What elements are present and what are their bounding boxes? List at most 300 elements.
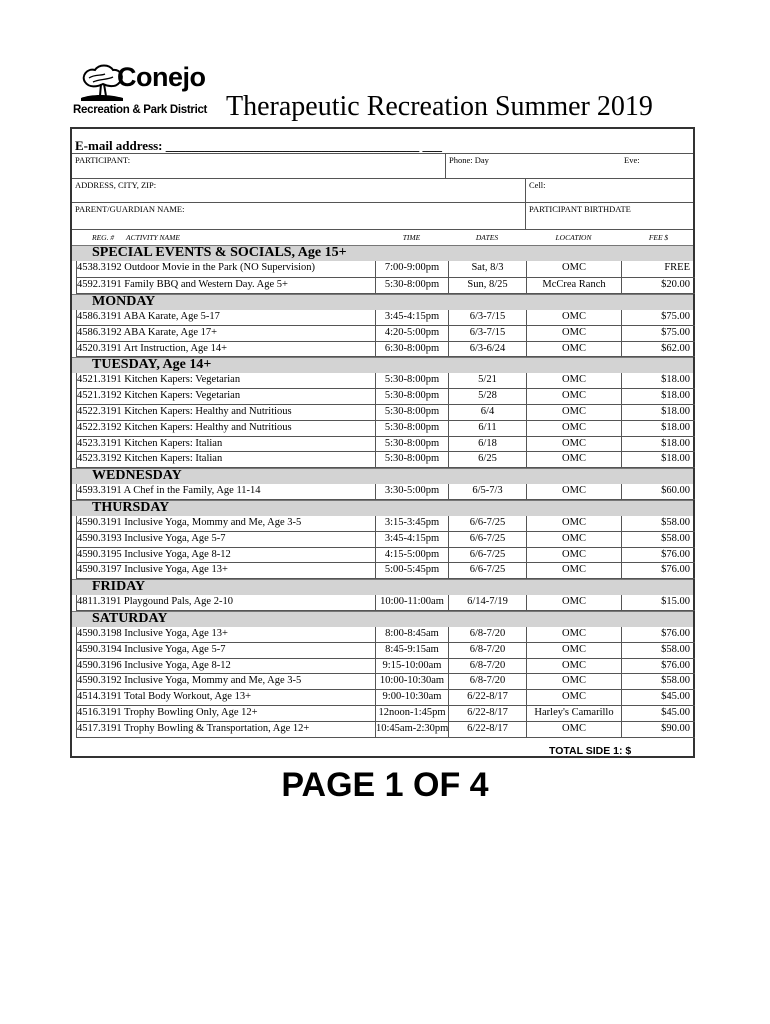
- cell-activity-text: 4522.3191 Kitchen Kapers: Healthy and Nutritious: [77, 406, 292, 417]
- cell-activity-text: 4514.3191 Total Body Workout, Age 13+: [77, 691, 251, 703]
- col-activity: ACTIVITY NAME: [126, 233, 180, 242]
- registration-form: [70, 127, 695, 758]
- cell-location: [526, 261, 621, 278]
- cell-activity: [76, 548, 375, 564]
- cell-time-text: 3:15-3:45pm: [384, 517, 440, 528]
- cell-fee-text: $58.00: [661, 517, 690, 528]
- cell-activity: [76, 722, 375, 738]
- cell-dates: [448, 389, 526, 405]
- cell-fee: [621, 261, 695, 278]
- cell-location: [526, 690, 621, 706]
- cell-time: [375, 452, 448, 468]
- cell-activity-text: 4590.3196 Inclusive Yoga, Age 8-12: [77, 659, 231, 671]
- birthdate-field[interactable]: [526, 202, 696, 229]
- cell-fee-text: $76.00: [661, 564, 690, 576]
- cell-dates: [448, 326, 526, 342]
- cell-fee-text: $58.00: [661, 643, 690, 655]
- cell-fee: [621, 452, 695, 468]
- address-field[interactable]: [72, 178, 525, 202]
- cell-activity-text: 4520.3191 Art Instruction, Age 14+: [77, 342, 227, 354]
- section-header: [72, 245, 693, 261]
- cell-activity: [76, 595, 375, 611]
- cell-dates: [448, 690, 526, 706]
- cell-fee-text: $45.00: [661, 707, 690, 718]
- cell-time: [375, 722, 448, 738]
- logo-brand: Conejo: [117, 62, 206, 92]
- cell-dates: [448, 484, 526, 500]
- cell-activity: [76, 516, 375, 532]
- cell-activity-text: 4516.3191 Trophy Bowling Only, Age 12+: [77, 707, 258, 718]
- col-location: LOCATION: [555, 233, 592, 242]
- cell-activity: [76, 674, 375, 690]
- cell-time: [375, 627, 448, 643]
- cell-dates: [448, 595, 526, 611]
- cell-dates: [448, 310, 526, 326]
- cell-time: [375, 548, 448, 564]
- table-row[interactable]: [72, 484, 693, 500]
- cell-fee-text: $62.00: [661, 342, 690, 354]
- table-row[interactable]: [72, 659, 693, 675]
- cell-time-text: 3:45-4:15pm: [384, 311, 440, 322]
- cell-dates-text: 6/6-7/25: [469, 564, 506, 576]
- participant-field[interactable]: [72, 153, 445, 178]
- table-row[interactable]: [72, 261, 693, 278]
- guardian-label: PARENT/GUARDIAN NAME:: [75, 204, 185, 214]
- table-row[interactable]: [72, 532, 693, 548]
- cell-dates-text: 6/8-7/20: [469, 643, 506, 655]
- cell-dates-text: Sat, 8/3: [471, 262, 504, 273]
- cell-activity: [76, 405, 375, 421]
- cell-fee-text: $18.00: [661, 453, 690, 465]
- cell-activity-text: 4590.3191 Inclusive Yoga, Mommy and Me, Age 3-5: [77, 517, 302, 528]
- cell-time: [375, 690, 448, 706]
- cell-dates-text: 6/22-8/17: [467, 707, 508, 718]
- cell-activity-text: 4522.3192 Kitchen Kapers: Healthy and Nutritious: [77, 421, 292, 433]
- cell-location: [526, 516, 621, 532]
- cell-dates-text: 6/18: [478, 437, 497, 449]
- cell-time: [375, 484, 448, 500]
- cell-location: [526, 437, 621, 453]
- cell-fee-text: $76.00: [661, 659, 690, 671]
- cell-time: [375, 405, 448, 421]
- cell-dates: [448, 405, 526, 421]
- cell-activity: [76, 278, 375, 295]
- cell-time: [375, 310, 448, 326]
- cell-fee-text: $58.00: [661, 532, 690, 544]
- cell-dates: [448, 548, 526, 564]
- table-row[interactable]: [72, 627, 693, 643]
- section-header: [72, 468, 693, 484]
- cell-fee: [621, 627, 695, 643]
- cell-dates: [448, 706, 526, 722]
- cell-fee: [621, 706, 695, 722]
- eve-label: Eve:: [624, 155, 640, 165]
- email-label: E-mail address: _______________________________________ ___: [75, 138, 443, 153]
- cell-activity: [76, 484, 375, 500]
- table-row[interactable]: [72, 674, 693, 690]
- cell-location: [526, 563, 621, 579]
- cell-fee: [621, 484, 695, 500]
- cell-time-text: 5:30-8:00pm: [384, 453, 440, 465]
- cell-fee-text: $76.00: [661, 628, 690, 639]
- cell-location-text: OMC: [562, 406, 586, 417]
- cell-time-text: 6:30-8:00pm: [384, 342, 440, 354]
- cell-time-text: 3:45-4:15pm: [384, 532, 440, 544]
- cell-fee: [621, 690, 695, 706]
- section-header: [72, 611, 693, 627]
- cell-fee-text: $18.00: [661, 390, 690, 402]
- section-title: SPECIAL EVENTS & SOCIALS, Age 15+: [92, 245, 347, 260]
- cell-fee-text: $18.00: [661, 374, 690, 386]
- section-title: WEDNESDAY: [92, 468, 182, 484]
- cell-activity-text: 4592.3191 Family BBQ and Western Day. Age 5+: [77, 278, 288, 290]
- birthdate-label: PARTICIPANT BIRTHDATE: [529, 204, 631, 214]
- cell-location: [526, 342, 621, 358]
- cell-location: [526, 452, 621, 468]
- cell-dates-text: 5/21: [478, 374, 497, 386]
- cell-activity-text: 4538.3192 Outdoor Movie in the Park (NO Supervision): [77, 262, 315, 273]
- cell-location-text: OMC: [562, 722, 586, 734]
- cell-fee: [621, 326, 695, 342]
- cell-time: [375, 674, 448, 690]
- cell-location: [526, 373, 621, 389]
- email-field[interactable]: [72, 129, 693, 154]
- cell-fee-text: $58.00: [661, 675, 690, 687]
- cell-activity: [76, 659, 375, 675]
- table-row[interactable]: [72, 548, 693, 564]
- table-row[interactable]: [72, 563, 693, 579]
- cell-activity-text: 4811.3191 Playgound Pals, Age 2-10: [77, 596, 233, 608]
- cell-activity: [76, 389, 375, 405]
- cell-location-text: OMC: [562, 548, 586, 560]
- participant-label: PARTICIPANT:: [75, 155, 131, 165]
- cell-dates: [448, 627, 526, 643]
- section-title: FRIDAY: [92, 579, 146, 595]
- cell-location: [526, 706, 621, 722]
- cell-location-text: OMC: [562, 517, 586, 528]
- cell-time: [375, 706, 448, 722]
- cell-location-text: OMC: [562, 342, 586, 354]
- cell-location-text: OMC: [562, 691, 586, 703]
- cell-time: [375, 421, 448, 437]
- guardian-field[interactable]: [72, 202, 525, 229]
- cell-time-text: 5:00-5:45pm: [384, 564, 440, 576]
- table-row[interactable]: [72, 421, 693, 437]
- cell-time: [375, 389, 448, 405]
- cell-dates: [448, 261, 526, 278]
- cell-location-text: OMC: [562, 675, 586, 687]
- logo: [73, 62, 223, 122]
- cell-field[interactable]: [526, 178, 696, 202]
- cell-dates-text: 6/14-7/19: [467, 596, 508, 608]
- cell-fee: [621, 342, 695, 358]
- cell-fee: [621, 389, 695, 405]
- cell-dates: [448, 563, 526, 579]
- cell-location: [526, 674, 621, 690]
- cell-fee: [621, 421, 695, 437]
- cell-location-text: OMC: [562, 453, 586, 465]
- cell-fee: [621, 532, 695, 548]
- cell-time-text: 7:00-9:00pm: [384, 262, 440, 273]
- cell-dates-text: 6/4: [480, 406, 495, 417]
- cell-fee-text: $15.00: [661, 596, 690, 608]
- logo-district: Recreation & Park District: [73, 104, 208, 116]
- table-row[interactable]: [72, 595, 693, 611]
- cell-location: [526, 532, 621, 548]
- table-row[interactable]: [72, 690, 693, 706]
- total-label: TOTAL SIDE 1: $: [549, 745, 632, 757]
- page-title: Therapeutic Recreation Summer 2019: [226, 91, 653, 122]
- phone-day-label: Phone: Day: [449, 155, 489, 165]
- col-time: TIME: [402, 233, 421, 242]
- cell-activity: [76, 326, 375, 342]
- cell-activity: [76, 310, 375, 326]
- cell-fee: [621, 278, 695, 295]
- cell-time: [375, 342, 448, 358]
- phone-eve-field[interactable]: [621, 153, 696, 178]
- cell-location: [526, 659, 621, 675]
- cell-location-text: OMC: [562, 390, 586, 402]
- section-header: [72, 357, 693, 373]
- table-row[interactable]: [72, 373, 693, 389]
- cell-time-text: 10:45am-2:30pm: [376, 722, 448, 734]
- cell-activity-text: 4586.3192 ABA Karate, Age 17+: [77, 326, 218, 338]
- cell-activity: [76, 373, 375, 389]
- cell-location: [526, 627, 621, 643]
- cell-dates-text: Sun, 8/25: [467, 278, 508, 290]
- cell-dates: [448, 659, 526, 675]
- cell-time: [375, 437, 448, 453]
- cell-fee: [621, 643, 695, 659]
- section-title: TUESDAY, Age 14+: [92, 357, 212, 373]
- cell-time-text: 10:00-10:30am: [379, 675, 445, 687]
- cell-activity-text: 4521.3191 Kitchen Kapers: Vegetarian: [77, 374, 241, 386]
- cell-time-text: 10:00-11:00am: [380, 596, 444, 608]
- col-reg: REG. #: [92, 233, 115, 242]
- section-header: [72, 294, 693, 310]
- cell-dates-text: 5/28: [478, 390, 497, 402]
- cell-activity-text: 4523.3191 Kitchen Kapers: Italian: [77, 437, 223, 449]
- cell-location: [526, 722, 621, 738]
- page-number: PAGE 1 OF 4: [281, 766, 489, 804]
- cell-activity-text: 4590.3195 Inclusive Yoga, Age 8-12: [77, 548, 231, 560]
- cell-dates-text: 6/11: [478, 421, 497, 433]
- cell-time-text: 3:30-5:00pm: [384, 485, 440, 497]
- phone-day-field[interactable]: [446, 153, 621, 178]
- cell-location-text: OMC: [562, 659, 586, 671]
- cell-location: [526, 326, 621, 342]
- col-fee: FEE $: [648, 233, 669, 242]
- cell-activity-text: 4593.3191 A Chef in the Family, Age 11-14: [77, 485, 261, 497]
- cell-activity-text: 4590.3197 Inclusive Yoga, Age 13+: [77, 564, 228, 576]
- cell-location-text: OMC: [562, 262, 586, 273]
- cell-activity: [76, 532, 375, 548]
- section-header: [72, 579, 693, 595]
- cell-activity: [76, 437, 375, 453]
- cell-dates: [448, 437, 526, 453]
- cell-time: [375, 278, 448, 295]
- cell-time-text: 5:30-8:00pm: [384, 406, 440, 417]
- table-row[interactable]: [72, 310, 693, 326]
- address-row: [72, 178, 693, 203]
- cell-dates-text: 6/3-6/24: [469, 342, 506, 354]
- guardian-row: [72, 202, 693, 230]
- cell-location-text: OMC: [562, 485, 586, 497]
- cell-fee-text: $18.00: [661, 437, 690, 449]
- cell-location: [526, 643, 621, 659]
- cell-fee: [621, 310, 695, 326]
- cell-fee-text: $75.00: [661, 311, 690, 322]
- cell-activity: [76, 706, 375, 722]
- cell-dates: [448, 373, 526, 389]
- cell-activity: [76, 452, 375, 468]
- column-header-row: [72, 229, 693, 246]
- participant-row: [72, 153, 693, 179]
- cell-dates-text: 6/6-7/25: [469, 548, 506, 560]
- cell-location-text: OMC: [562, 643, 586, 655]
- cell-time-text: 4:15-5:00pm: [384, 548, 440, 560]
- cell-location: [526, 405, 621, 421]
- cell-dates: [448, 342, 526, 358]
- cell-time: [375, 373, 448, 389]
- cell-time-text: 5:30-8:00pm: [384, 390, 440, 402]
- cell-location-text: OMC: [562, 564, 586, 576]
- cell-time-text: 9:00-10:30am: [382, 691, 442, 703]
- cell-time: [375, 643, 448, 659]
- cell-location: [526, 389, 621, 405]
- cell-dates-text: 6/6-7/25: [469, 517, 506, 528]
- table-row[interactable]: [72, 643, 693, 659]
- cell-time-text: 8:00-8:45am: [385, 628, 439, 639]
- table-row[interactable]: [72, 405, 693, 421]
- cell-time-text: 12noon-1:45pm: [378, 707, 446, 718]
- cell-activity: [76, 421, 375, 437]
- cell-fee: [621, 595, 695, 611]
- cell-fee-text: $76.00: [661, 548, 690, 560]
- table-row[interactable]: [72, 722, 693, 738]
- table-row[interactable]: [72, 342, 693, 358]
- cell-fee: [621, 659, 695, 675]
- col-dates: DATES: [475, 233, 499, 242]
- cell-dates-text: 6/3-7/15: [469, 311, 506, 322]
- table-row[interactable]: [72, 437, 693, 453]
- cell-fee: [621, 405, 695, 421]
- cell-time: [375, 516, 448, 532]
- cell-time-text: 5:30-8:00pm: [384, 421, 440, 433]
- cell-dates-text: 6/8-7/20: [469, 675, 506, 687]
- cell-location-text: OMC: [562, 311, 586, 322]
- cell-time: [375, 563, 448, 579]
- cell-location-text: OMC: [562, 532, 586, 544]
- section-title: MONDAY: [92, 294, 156, 309]
- cell-fee: [621, 437, 695, 453]
- cell-dates-text: 6/8-7/20: [469, 659, 506, 671]
- cell-time-text: 8:45-9:15am: [385, 643, 439, 655]
- cell-dates-text: 6/6-7/25: [469, 532, 506, 544]
- cell-dates-text: 6/3-7/15: [469, 326, 506, 338]
- cell-location: [526, 484, 621, 500]
- cell-dates-text: 6/25: [478, 453, 497, 465]
- cell-dates: [448, 278, 526, 295]
- cell-fee: [621, 548, 695, 564]
- cell-dates: [448, 421, 526, 437]
- cell-activity-text: 4521.3192 Kitchen Kapers: Vegetarian: [77, 390, 241, 402]
- cell-dates: [448, 722, 526, 738]
- cell-time: [375, 326, 448, 342]
- cell-location-text: OMC: [562, 374, 586, 386]
- cell-activity-text: 4590.3194 Inclusive Yoga, Age 5-7: [77, 643, 226, 655]
- table-row[interactable]: [72, 278, 693, 295]
- table-row[interactable]: [72, 389, 693, 405]
- cell-fee-text: $75.00: [661, 326, 690, 338]
- section-title: SATURDAY: [92, 611, 168, 626]
- table-row[interactable]: [72, 516, 693, 532]
- cell-fee-text: $20.00: [661, 278, 690, 290]
- table-row[interactable]: [72, 706, 693, 722]
- cell-time-text: 5:30-8:00pm: [384, 374, 440, 386]
- cell-fee: [621, 563, 695, 579]
- table-row[interactable]: [72, 452, 693, 468]
- cell-dates: [448, 674, 526, 690]
- cell-activity-text: 4590.3193 Inclusive Yoga, Age 5-7: [77, 532, 226, 544]
- cell-activity: [76, 342, 375, 358]
- cell-fee: [621, 722, 695, 738]
- cell-location: [526, 548, 621, 564]
- cell-time-text: 9:15-10:00am: [382, 659, 442, 671]
- cell-location-text: OMC: [562, 437, 586, 449]
- cell-activity-text: 4590.3192 Inclusive Yoga, Mommy and Me, Age 3-5: [77, 675, 302, 687]
- cell-dates: [448, 516, 526, 532]
- cell-activity-text: 4523.3192 Kitchen Kapers: Italian: [77, 453, 223, 465]
- cell-activity-text: 4517.3191 Trophy Bowling & Transportation, Age 12+: [77, 722, 310, 734]
- cell-location: [526, 421, 621, 437]
- cell-fee-text: $18.00: [661, 421, 690, 433]
- cell-location-text: OMC: [562, 421, 586, 433]
- cell-dates: [448, 532, 526, 548]
- cell-location-text: OMC: [562, 628, 586, 639]
- cell-dates-text: 6/5-7/3: [472, 485, 503, 497]
- cell-fee-text: $18.00: [661, 406, 690, 417]
- address-label: ADDRESS, CITY, ZIP:: [75, 180, 157, 190]
- cell-time: [375, 595, 448, 611]
- cell-location-text: Harley's Camarillo: [534, 707, 614, 718]
- cell-dates-text: 6/8-7/20: [469, 628, 506, 639]
- cell-fee-text: $45.00: [661, 691, 690, 703]
- cell-time: [375, 659, 448, 675]
- cell-dates-text: 6/22-8/17: [467, 691, 508, 703]
- cell-dates: [448, 452, 526, 468]
- cell-fee: [621, 373, 695, 389]
- cell-location: [526, 595, 621, 611]
- cell-time: [375, 261, 448, 278]
- cell-fee-text: FREE: [664, 262, 690, 273]
- cell-dates: [448, 643, 526, 659]
- cell-location: [526, 310, 621, 326]
- cell-fee-text: $90.00: [661, 722, 690, 734]
- cell-time-text: 5:30-8:00pm: [384, 278, 440, 290]
- cell-time-text: 5:30-8:00pm: [384, 437, 440, 449]
- cell-fee-text: $60.00: [661, 485, 690, 497]
- cell-activity: [76, 690, 375, 706]
- section-header: [72, 500, 693, 516]
- section-title: THURSDAY: [92, 500, 170, 515]
- cell-activity: [76, 261, 375, 278]
- cell-fee: [621, 516, 695, 532]
- cell-activity: [76, 627, 375, 643]
- cell-time-text: 4:20-5:00pm: [384, 326, 440, 338]
- cell-activity: [76, 643, 375, 659]
- table-row[interactable]: [72, 326, 693, 342]
